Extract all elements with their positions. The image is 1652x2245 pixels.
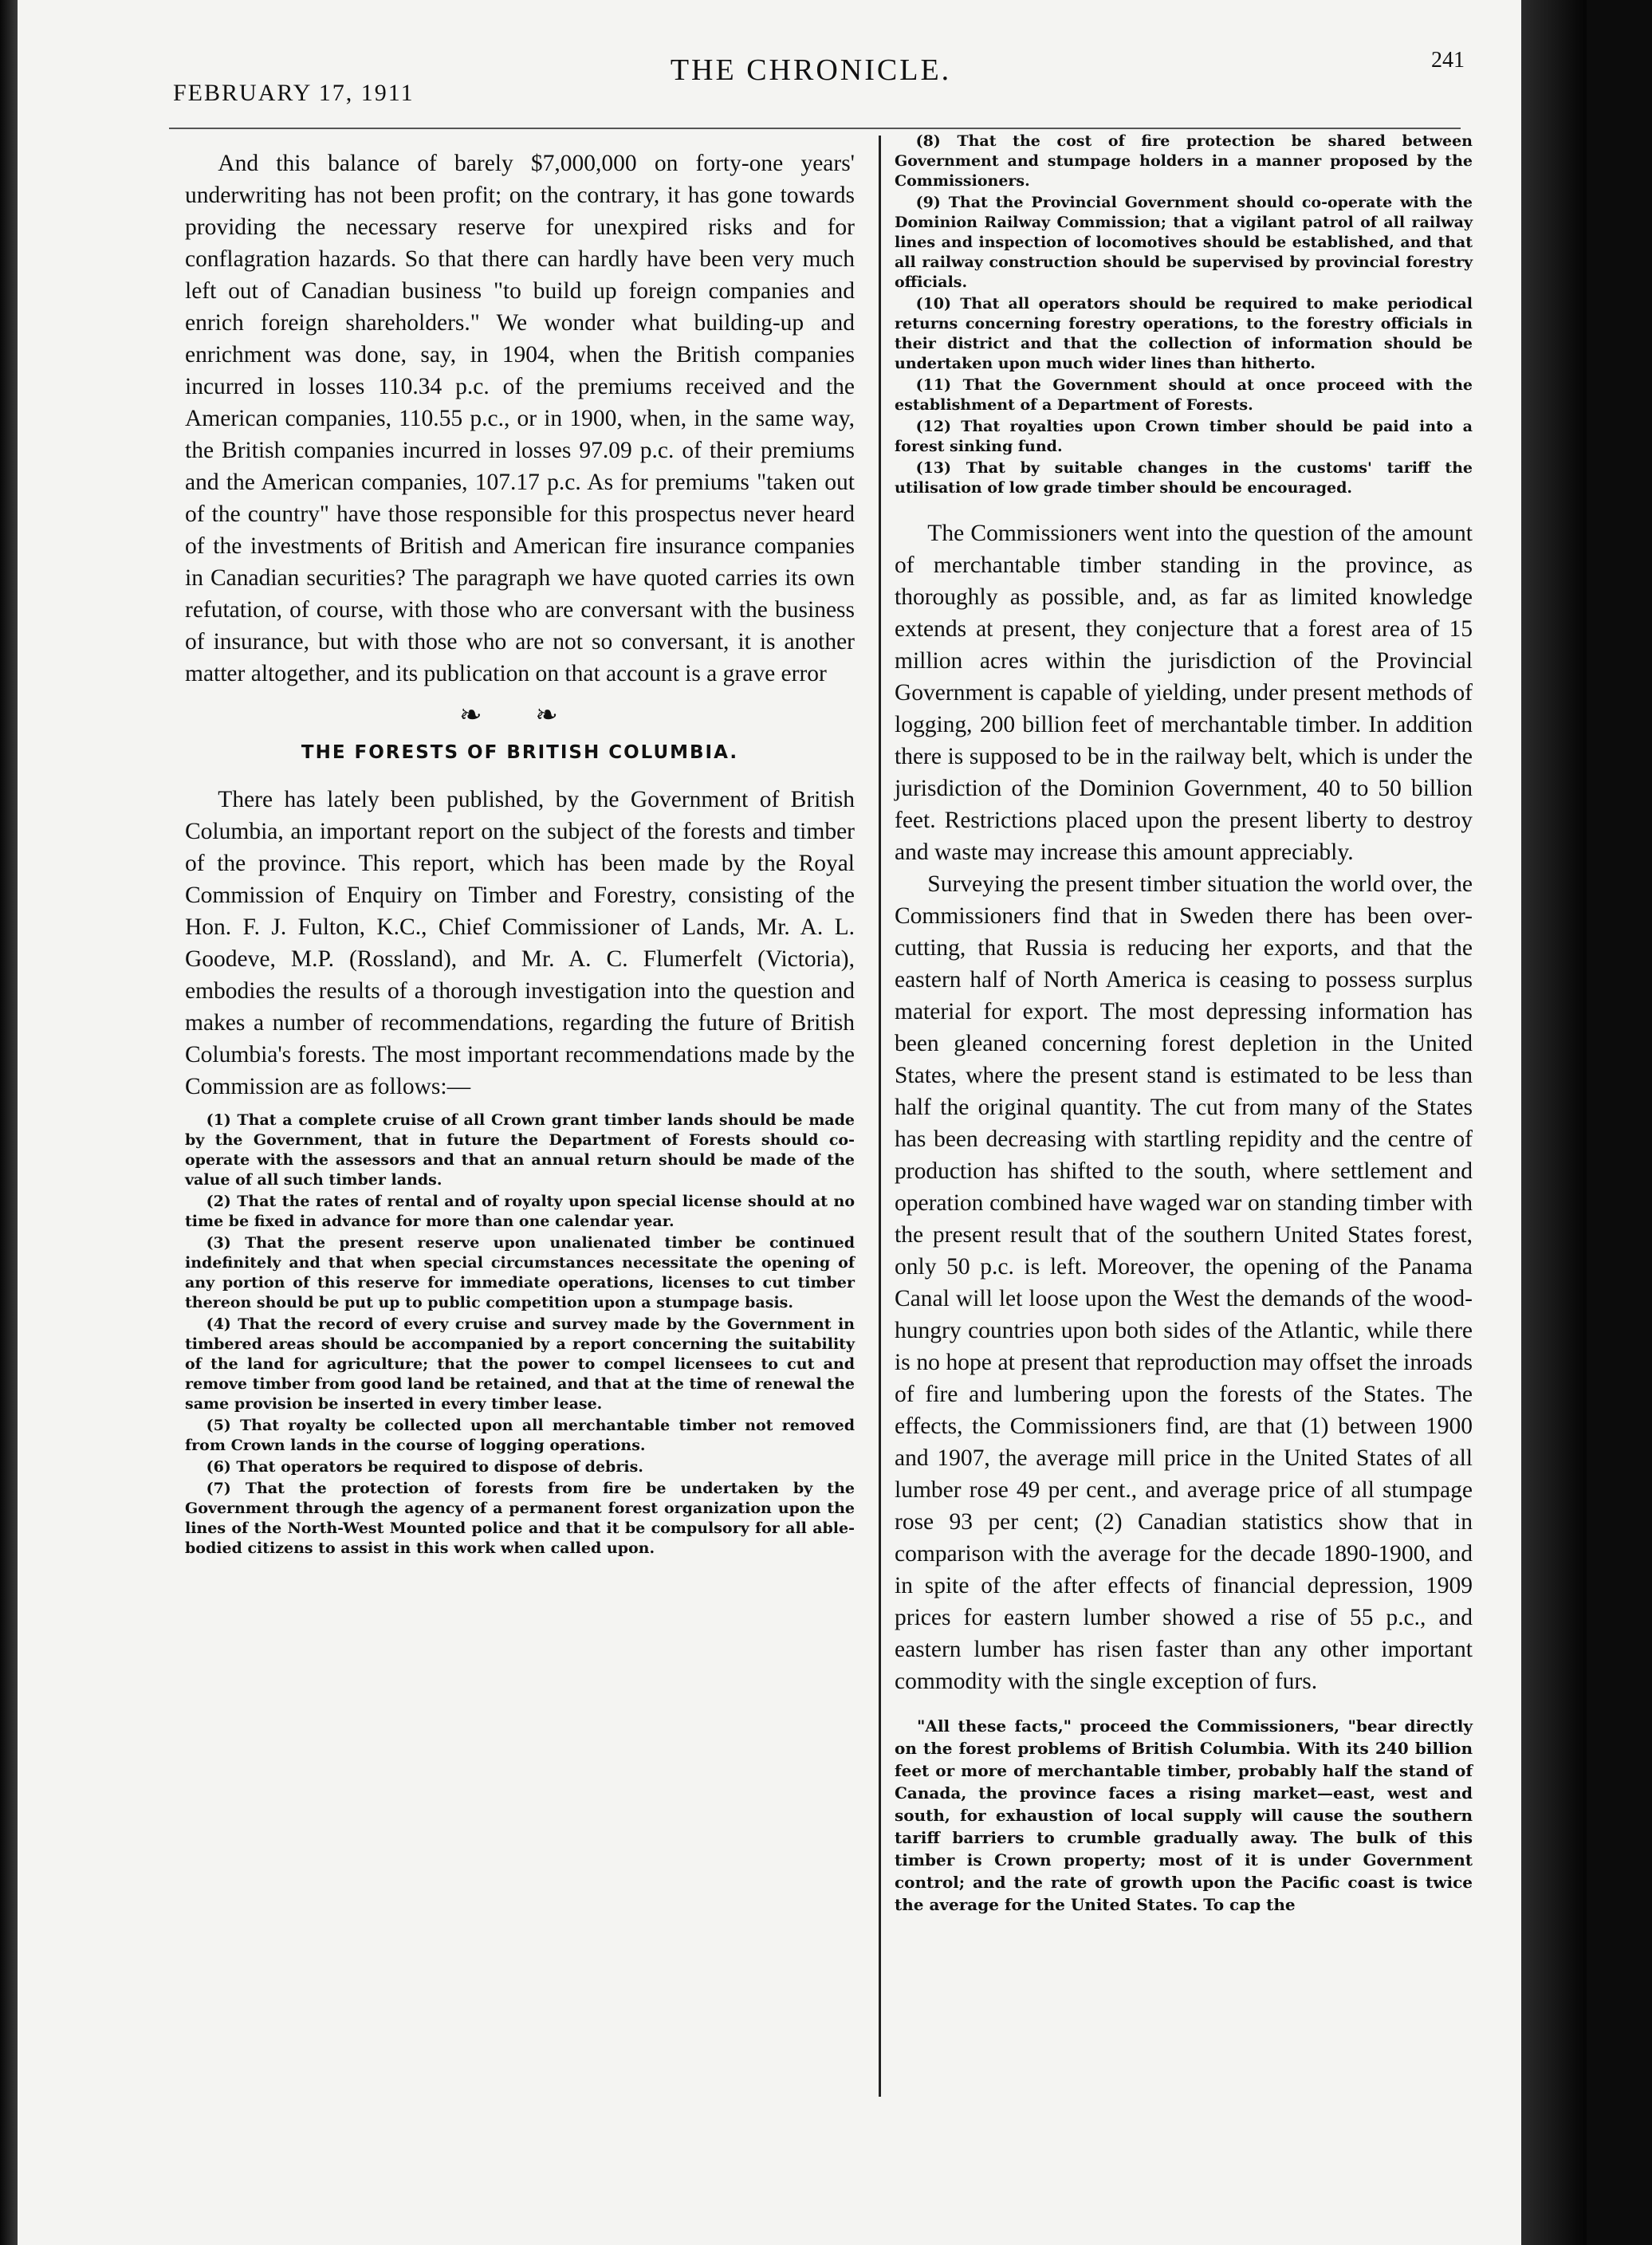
right-column	[895, 132, 1473, 1916]
newspaper-page	[18, 0, 1587, 2245]
timber-estimate-paragraph: The Commissioners went into the question of the amount of merchantable timber standing in the province, as thoroughly as possible, and, as far as limited knowledge extends at present, they conjecture that a forest area of 15 million acres within the jurisdiction of the Provincial Government is capable of yielding, under present methods of logging, 200 billion feet of merchantable timber. In addition there is supposed to be in the railway belt, which is under the jurisdiction of the Dominion Government, 40 to 50 billion feet. Restrictions placed upon the present liberty to destroy and waste may increase this amount appreciably.	[895, 521, 1473, 865]
commissioners-quote: "All these facts," proceed the Commissioners, "bear directly on the forest problems of British Columbia. With its 240 billion feet or more of merchantable timber, probably half the stand of Canada, the province faces a rising market—east, west and south, for exhaustion of local supply will cause the southern tariff barriers to crumble gradually away. The bulk of this timber is Crown property; most of it is under Government control; and the rate of growth upon the Pacific coast is twice the average for the United States. To cap the	[895, 1716, 1473, 1914]
section-heading: THE FORESTS OF BRITISH COLUMBIA.	[301, 742, 739, 763]
recommendation-item: (13) That by suitable changes in the customs' tariff the utilisation of low grade timber should be encouraged.	[895, 459, 1473, 497]
header-rule	[169, 128, 1461, 129]
page-edge-shadow	[1521, 0, 1587, 2245]
book-spine-shadow	[0, 0, 18, 2245]
page-number: 241	[1431, 48, 1465, 73]
recommendation-item: (7) That the protection of forests from fire be undertaken by the Government through the agency of a permanent forest organization upon the lines of the North-West Mounted police and that it be compulsory for all able-bodied citizens to assist in this work when called upon.	[185, 1480, 855, 1557]
recommendation-item: (8) That the cost of fire protection be shared between Government and stumpage holders in a manner proposed by the Commissioners.	[895, 132, 1473, 190]
recommendation-item: (1) That a complete cruise of all Crown grant timber lands should be made by the Government, that in future the Department of Forests should co-operate with the assessors and that an annual return should be made of the value of all such timber lands.	[185, 1111, 855, 1189]
publication-title: THE CHRONICLE.	[670, 53, 952, 87]
recommendation-item: (6) That operators be required to dispose of debris.	[206, 1458, 643, 1476]
page-header	[157, 48, 1465, 112]
article-paragraph: There has lately been published, by the Government of British Columbia, an important report on the subject of the forests and timber of the province. This report, which has been made by the Royal Commission of Enquiry on Timber and Forestry, consisting of the Hon. F. J. Fulton, K.C., Chief Commissioner of Lands, Mr. A. L. Goodeve, M.P. (Rossland), and Mr. A. C. Flumerfelt (Victoria), embodies the results of a thorough investigation into the question and makes a number of recommendations, regarding the future of British Columbia's forests. The most important recommendations made by the Commission are as follows:—	[185, 787, 855, 1099]
recommendation-item: (9) That the Provincial Government should co-operate with the Dominion Railway Commission; that a vigilant patrol of all railway lines and inspection of locomotives should be established, and that all railway construction should be supervised by provincial forestry officials.	[895, 194, 1473, 291]
world-situation-paragraph: Surveying the present timber situation the world over, the Commissioners find that in Sweden there has been over-cutting, that Russia is reducing her exports, and that the eastern half of North America is ceasing to possess surplus material for export. The most depressing information has been gleaned concerning forest depletion in the United States, where the present stand is estimated to be less than half the original quantity. The cut from many of the States has been decreasing with startling repidity and the centre of production has shifted to the south, where settlement and operation combined have waged war on standing timber with the present result that of the southern United States forest, only 50 p.c. is left. Moreover, the opening of the Panama Canal will let loose upon the West the demands of the wood-hungry countries upon both sides of the Atlantic, while there is no hope at present that reproduction may offset the inroads of fire and lumbering upon the forests of the States. The effects, the Commissioners find, are that (1) between 1900 and 1907, the average mill price in the United States of all lumber rose 49 per cent., and average price of all stumpage rose 93 per cent; (2) Canadian statistics show that in comparison with the average for the decade 1890-1900, and in spite of the after effects of financial depression, 1909 prices for eastern lumber showed a rise of 55 p.c., and eastern lumber has risen faster than any other important commodity with the single exception of furs.	[895, 871, 1473, 1694]
recommendation-item: (11) That the Government should at once proceed with the establishment of a Department of Forests.	[895, 376, 1473, 414]
recommendation-item: (5) That royalty be collected upon all merchantable timber not removed from Crown lands in the course of logging operations.	[185, 1417, 855, 1454]
column-divider	[879, 136, 881, 2097]
recommendation-item: (3) That the present reserve upon unalienated timber be continued indefinitely and that when special circumstances necessitate the opening of any portion of this reserve for immediate operations, licenses to cut timber thereon should be put up to public competition upon a stumpage basis.	[185, 1234, 855, 1311]
recommendation-item: (12) That royalties upon Crown timber should be paid into a forest sinking fund.	[895, 418, 1473, 455]
recommendation-item: (2) That the rates of rental and of royalty upon special license should at no time be fixed in advance for more than one calendar year.	[185, 1193, 855, 1230]
issue-date: FEBRUARY 17, 1911	[173, 80, 415, 106]
section-ornament: ❧ ❧	[459, 699, 580, 731]
left-column	[185, 147, 855, 1560]
recommendation-item: (4) That the record of every cruise and survey made by the Government in timbered areas should be accompanied by a report concerning the suitability of the land for agriculture; that the power to compel licensees to cut and remove timber from good land be retained, and that at the time of renewal the same provision be inserted in every timber lease.	[185, 1315, 855, 1413]
intro-paragraph: And this balance of barely $7,000,000 on forty-one years' underwriting has not been profit; on the contrary, it has gone towards providing the necessary reserve for unexpired risks and for conflagration hazards. So that there can hardly have been very much left out of Canadian business "to build up foreign companies and enrich foreign shareholders." We wonder what building-up and enrichment was done, say, in 1904, when the British companies incurred in losses 110.34 p.c. of the premiums received and the American companies, 110.55 p.c., or in 1900, when, in the same way, the British companies incurred in losses 97.09 p.c. of their premiums and the American companies, 107.17 p.c. As for premiums "taken out of the country" have those responsible for this prospectus never heard of the investments of British and American fire insurance companies in Canadian securities? The paragraph we have quoted carries its own refutation, of course, with those who are conversant with the business of insurance, but with those who are not so conversant, it is another matter altogether, and its publication on that account is a grave error	[185, 151, 855, 686]
recommendation-item: (10) That all operators should be required to make periodical returns concerning forestry operations, to the forestry officials in their district and that the collection of information should be undertaken upon much wider lines than hitherto.	[895, 295, 1473, 372]
